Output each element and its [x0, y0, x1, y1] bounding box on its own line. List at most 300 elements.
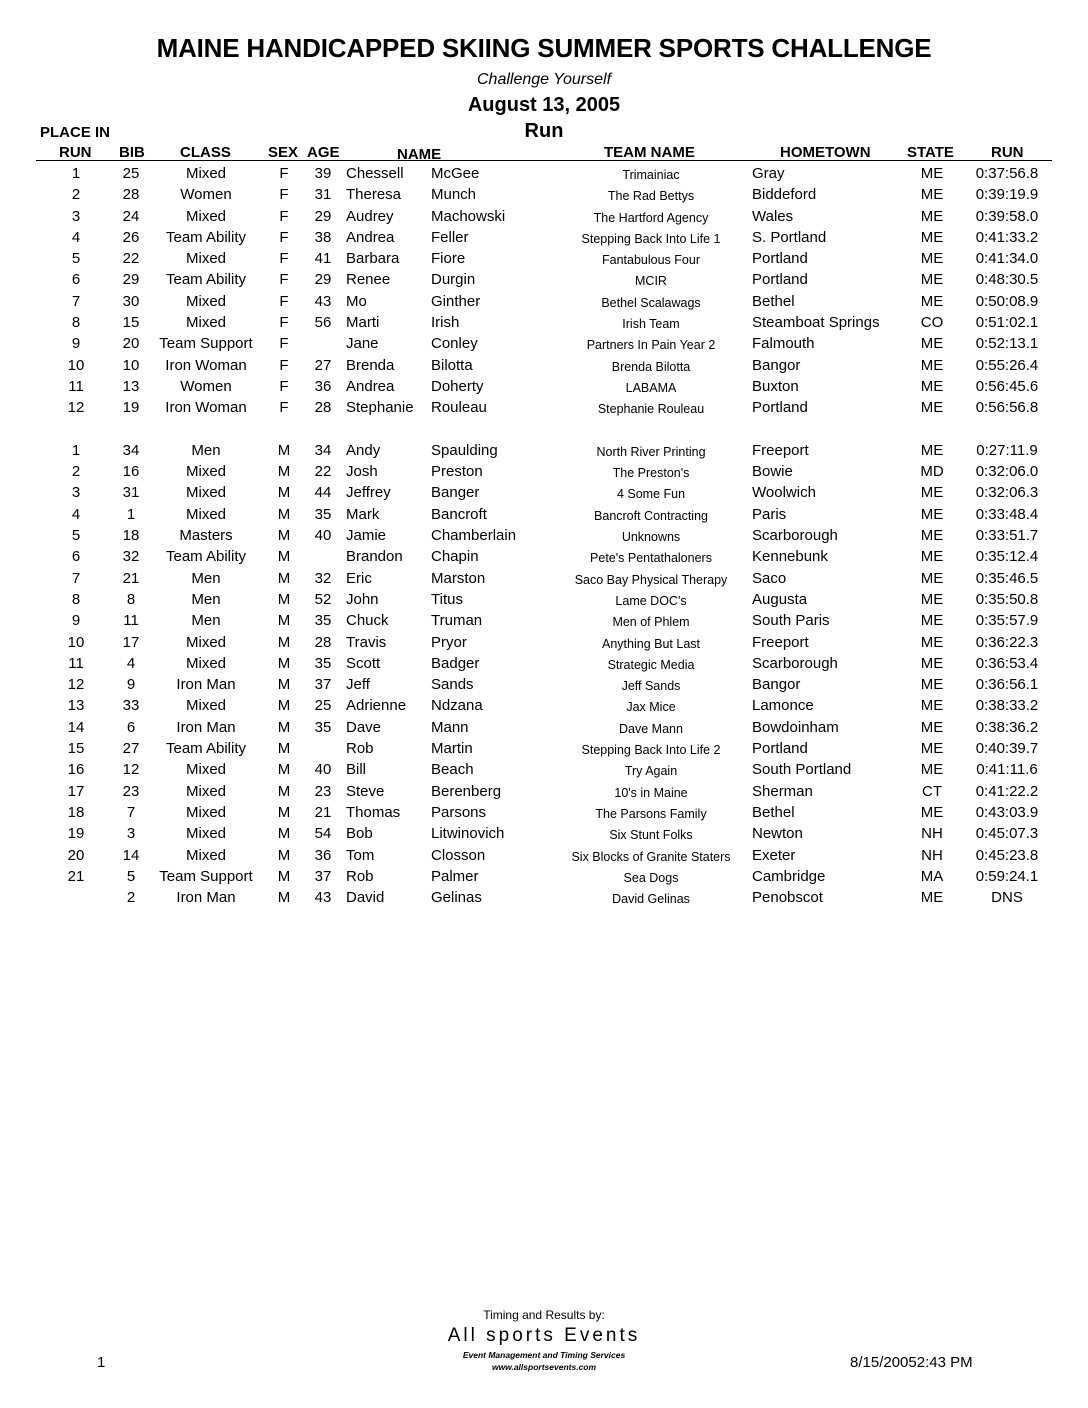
header-team-name: TEAM NAME [604, 144, 695, 161]
table-row [0, 610, 1088, 631]
table-row [0, 184, 1088, 205]
cell-team-name: The Rad Bettys [607, 189, 695, 204]
cell-sex: F [279, 165, 289, 182]
cell-team-name: Sea Dogs [623, 870, 679, 885]
cell-age: 35 [314, 612, 332, 630]
cell-first-name: Renee [346, 271, 391, 289]
header-name: NAME [397, 146, 442, 163]
cell-state: ME [920, 697, 944, 715]
cell-last-name: Badger [431, 654, 480, 672]
cell-last-name: Irish [431, 314, 460, 332]
cell-team-name: 4 Some Fun [616, 487, 686, 502]
cell-place: 9 [71, 335, 81, 353]
cell-hometown: Gray [752, 165, 785, 182]
cell-bib: 14 [122, 846, 140, 864]
cell-first-name: Andy [346, 441, 381, 459]
cell-age: 56 [314, 314, 332, 332]
cell-run-time: 0:36:56.1 [975, 676, 1039, 694]
results-table-body [0, 163, 1088, 908]
cell-bib: 1 [126, 505, 136, 523]
cell-hometown: Scarborough [752, 654, 838, 672]
cell-place: 10 [67, 633, 85, 651]
cell-age: 38 [314, 228, 332, 246]
table-row [0, 653, 1088, 674]
cell-state: ME [920, 250, 944, 268]
cell-hometown: Scarborough [752, 527, 838, 545]
cell-last-name: Preston [431, 463, 483, 481]
cell-bib: 25 [122, 165, 140, 182]
cell-last-name: Rouleau [431, 399, 487, 417]
cell-run-time: 0:56:45.6 [975, 377, 1039, 395]
table-row [0, 866, 1088, 887]
cell-state: ME [920, 207, 944, 225]
cell-hometown: Lamonce [752, 697, 814, 715]
header-age: AGE [307, 144, 340, 161]
cell-sex: M [277, 846, 291, 864]
cell-place: 7 [71, 292, 81, 310]
cell-first-name: Bill [346, 761, 367, 779]
cell-class: Iron Man [176, 889, 236, 907]
cell-sex: M [277, 441, 291, 459]
cell-bib: 18 [122, 527, 140, 545]
cell-bib: 9 [126, 676, 136, 694]
cell-class: Mixed [185, 782, 227, 800]
cell-sex: M [277, 527, 291, 545]
cell-class: Women [180, 377, 232, 395]
cell-team-name: Lame DOC's [615, 593, 687, 608]
cell-hometown: Portland [752, 740, 808, 758]
cell-team-name: Stepping Back Into Life 2 [581, 743, 721, 758]
cell-team-name: Saco Bay Physical Therapy [574, 572, 728, 587]
cell-run-time: 0:38:36.2 [975, 718, 1039, 736]
cell-first-name: Jane [346, 335, 379, 353]
cell-place: 4 [71, 505, 81, 523]
cell-class: Masters [179, 527, 233, 545]
cell-place: 14 [67, 718, 85, 736]
cell-age: 28 [314, 633, 332, 651]
cell-bib: 8 [126, 590, 136, 608]
cell-class: Mixed [185, 633, 227, 651]
cell-place: 1 [71, 165, 81, 182]
cell-team-name: Fantabulous Four [602, 253, 700, 268]
cell-sex: M [277, 718, 291, 736]
cell-place: 11 [68, 654, 84, 672]
cell-sex: F [279, 228, 289, 246]
cell-class: Team Ability [165, 271, 247, 289]
cell-hometown: Wales [752, 207, 794, 225]
cell-state: ME [920, 377, 944, 395]
cell-first-name: Rob [346, 740, 374, 758]
cell-place: 12 [67, 676, 85, 694]
cell-age: 27 [314, 356, 332, 374]
cell-hometown: Bethel [752, 292, 795, 310]
cell-bib: 30 [122, 292, 140, 310]
cell-bib: 4 [126, 654, 136, 672]
cell-age: 40 [314, 527, 332, 545]
cell-hometown: Portland [752, 250, 808, 268]
cell-age: 23 [314, 782, 332, 800]
cell-run-time: 0:33:48.4 [975, 505, 1039, 523]
cell-class: Mixed [185, 825, 227, 843]
cell-class: Mixed [185, 761, 227, 779]
cell-state: ME [920, 718, 944, 736]
cell-class: Mixed [185, 463, 227, 481]
cell-last-name: Martin [431, 740, 473, 758]
cell-team-name: David Gelinas [612, 892, 690, 907]
cell-last-name: Mann [431, 718, 469, 736]
cell-team-name: Trimainiac [622, 168, 680, 182]
cell-sex: M [277, 867, 291, 885]
cell-state: ME [920, 803, 944, 821]
cell-bib: 24 [122, 207, 140, 225]
cell-hometown: Paris [752, 505, 787, 523]
header-run-time: RUN [991, 144, 1024, 161]
cell-sex: F [279, 335, 289, 353]
cell-state: ME [920, 654, 944, 672]
document-title: MAINE HANDICAPPED SKIING SUMMER SPORTS CHALLENGE [156, 33, 932, 63]
cell-state: ME [920, 335, 944, 353]
cell-last-name: Spaulding [431, 441, 498, 459]
table-row [0, 163, 1088, 184]
cell-last-name: Litwinovich [431, 825, 505, 843]
table-row [0, 589, 1088, 610]
cell-bib: 20 [122, 335, 140, 353]
cell-hometown: Bowie [752, 463, 793, 481]
cell-sex: M [277, 548, 291, 566]
cell-age: 31 [314, 186, 332, 204]
cell-run-time: 0:55:26.4 [975, 356, 1039, 374]
cell-first-name: Marti [346, 314, 380, 332]
cell-first-name: Jeff [346, 676, 370, 694]
cell-place: 5 [71, 250, 81, 268]
cell-run-time: 0:32:06.3 [975, 484, 1039, 502]
table-row [0, 781, 1088, 802]
cell-team-name: Stepping Back Into Life 1 [581, 231, 721, 246]
cell-sex: F [279, 186, 289, 204]
cell-hometown: Sherman [752, 782, 813, 800]
cell-bib: 22 [122, 250, 140, 268]
cell-last-name: Doherty [431, 377, 484, 395]
cell-hometown: Freeport [752, 633, 809, 651]
cell-team-name: Partners In Pain Year 2 [586, 338, 716, 353]
cell-place: 3 [71, 484, 81, 502]
cell-hometown: Bangor [752, 356, 801, 374]
cell-state: ME [920, 228, 944, 246]
cell-class: Iron Woman [165, 399, 247, 417]
cell-run-time: 0:39:58.0 [975, 207, 1039, 225]
cell-first-name: Barbara [346, 250, 400, 268]
cell-team-name: Bethel Scalawags [601, 295, 701, 310]
cell-first-name: Jeffrey [346, 484, 391, 502]
cell-place: 15 [67, 740, 85, 758]
cell-age: 41 [314, 250, 332, 268]
cell-place: 19 [67, 825, 85, 843]
cell-last-name: Titus [431, 590, 463, 608]
cell-age: 22 [314, 463, 332, 481]
cell-run-time: 0:45:23.8 [975, 846, 1039, 864]
table-row [0, 482, 1088, 503]
cell-hometown: Bowdoinham [752, 718, 839, 736]
cell-place: 8 [71, 314, 81, 332]
cell-state: ME [920, 527, 944, 545]
header-place: RUN [59, 144, 92, 161]
cell-first-name: Eric [346, 569, 372, 587]
cell-hometown: Falmouth [752, 335, 815, 353]
print-timestamp: 8/15/20052:43 PM [850, 1354, 973, 1371]
table-row [0, 206, 1088, 227]
cell-state: ME [920, 186, 944, 204]
cell-sex: F [279, 292, 289, 310]
header-bib: BIB [119, 144, 145, 161]
table-row [0, 269, 1088, 290]
cell-first-name: Andrea [346, 377, 395, 395]
cell-bib: 34 [122, 441, 140, 459]
cell-age: 35 [314, 718, 332, 736]
cell-sex: M [277, 676, 291, 694]
cell-sex: M [277, 803, 291, 821]
cell-class: Mixed [185, 314, 227, 332]
cell-age: 39 [314, 165, 332, 182]
table-row [0, 461, 1088, 482]
header-divider [36, 160, 1052, 161]
cell-run-time: 0:59:24.1 [975, 867, 1039, 885]
cell-team-name: Men of Phlem [612, 615, 690, 630]
cell-team-name: Six Blocks of Granite Staters [571, 849, 731, 864]
cell-first-name: Scott [346, 654, 381, 672]
cell-hometown: Freeport [752, 441, 809, 459]
cell-place: 7 [71, 569, 81, 587]
cell-sex: F [279, 399, 289, 417]
cell-team-name: The Parsons Family [595, 806, 707, 821]
cell-age: 52 [314, 590, 332, 608]
table-row [0, 546, 1088, 567]
cell-place: 5 [71, 527, 81, 545]
cell-first-name: Theresa [346, 186, 402, 204]
cell-team-name: Jeff Sands [621, 679, 681, 694]
cell-age: 32 [314, 569, 332, 587]
cell-bib: 12 [122, 761, 140, 779]
cell-run-time: 0:50:08.9 [975, 292, 1039, 310]
cell-age: 43 [314, 889, 332, 907]
cell-class: Mixed [185, 207, 227, 225]
table-row [0, 291, 1088, 312]
cell-class: Mixed [185, 803, 227, 821]
cell-bib: 15 [122, 314, 140, 332]
cell-run-time: 0:37:56.8 [975, 165, 1039, 182]
table-row [0, 440, 1088, 461]
cell-hometown: Kennebunk [752, 548, 828, 566]
cell-run-time: 0:36:53.4 [975, 654, 1039, 672]
cell-class: Mixed [185, 505, 227, 523]
cell-class: Team Ability [165, 740, 247, 758]
cell-state: ME [920, 292, 944, 310]
cell-team-name: Irish Team [622, 317, 680, 332]
cell-first-name: Brenda [346, 356, 395, 374]
cell-bib: 33 [122, 697, 140, 715]
table-row [0, 738, 1088, 759]
cell-first-name: Jamie [346, 527, 387, 545]
cell-first-name: Brandon [346, 548, 403, 566]
cell-state: MA [920, 867, 944, 885]
cell-run-time: 0:48:30.5 [975, 271, 1039, 289]
cell-first-name: Adrienne [346, 697, 407, 715]
cell-last-name: Parsons [431, 803, 487, 821]
cell-team-name: LABAMA [625, 380, 677, 395]
cell-team-name: Dave Mann [619, 721, 683, 736]
cell-class: Men [191, 441, 221, 459]
cell-run-time: 0:36:22.3 [975, 633, 1039, 651]
cell-sex: F [279, 250, 289, 268]
table-row [0, 525, 1088, 546]
cell-age: 34 [314, 441, 332, 459]
cell-team-name: Jax Mice [626, 700, 676, 715]
cell-last-name: Marston [431, 569, 486, 587]
cell-run-time: 0:35:12.4 [975, 548, 1039, 566]
cell-state: ME [920, 889, 944, 907]
cell-hometown: Newton [752, 825, 803, 843]
cell-class: Men [191, 612, 221, 630]
cell-run-time: 0:41:11.6 [976, 761, 1038, 779]
cell-run-time: 0:32:06.0 [975, 463, 1039, 481]
cell-run-time: 0:40:39.7 [975, 740, 1039, 758]
cell-team-name: Pete's Pentathaloners [590, 551, 712, 566]
cell-age: 25 [314, 697, 332, 715]
cell-run-time: 0:41:33.2 [975, 228, 1039, 246]
cell-last-name: Beach [431, 761, 474, 779]
cell-team-name: Unknowns [621, 530, 681, 545]
cell-bib: 28 [122, 186, 140, 204]
cell-run-time: 0:35:46.5 [975, 569, 1039, 587]
cell-team-name: The Hartford Agency [593, 210, 709, 225]
cell-last-name: Palmer [431, 867, 479, 885]
cell-bib: 5 [126, 867, 136, 885]
cell-place: 6 [71, 271, 81, 289]
cell-run-time: 0:51:02.1 [975, 314, 1039, 332]
cell-hometown: Augusta [752, 590, 808, 608]
cell-class: Mixed [185, 292, 227, 310]
cell-sex: M [277, 654, 291, 672]
cell-state: ME [920, 356, 944, 374]
cell-last-name: Sands [431, 676, 474, 694]
cell-run-time: 0:35:57.9 [975, 612, 1039, 630]
cell-place: 1 [71, 441, 81, 459]
cell-bib: 26 [122, 228, 140, 246]
cell-hometown: S. Portland [752, 228, 827, 246]
cell-state: ME [920, 399, 944, 417]
page-number: 1 [97, 1354, 106, 1371]
cell-first-name: Steve [346, 782, 385, 800]
cell-bib: 6 [126, 718, 136, 736]
cell-class: Team Ability [165, 548, 247, 566]
cell-age: 36 [314, 377, 332, 395]
table-row [0, 397, 1088, 418]
cell-sex: M [277, 761, 291, 779]
cell-first-name: Andrea [346, 228, 395, 246]
cell-state: ME [920, 761, 944, 779]
table-row [0, 376, 1088, 397]
cell-sex: M [277, 612, 291, 630]
timing-company-logo: All sports Events [447, 1325, 641, 1346]
cell-place: 10 [67, 356, 85, 374]
table-row [0, 333, 1088, 354]
cell-last-name: McGee [431, 165, 480, 182]
cell-first-name: Audrey [346, 207, 394, 225]
cell-hometown: South Paris [752, 612, 830, 630]
cell-state: ME [920, 165, 944, 182]
cell-sex: F [279, 271, 289, 289]
cell-sex: M [277, 740, 291, 758]
cell-hometown: Woolwich [752, 484, 816, 502]
cell-age: 29 [314, 271, 332, 289]
timing-company-tagline: Event Management and Timing Services [462, 1350, 626, 1360]
cell-state: MD [920, 463, 944, 481]
cell-place: 9 [71, 612, 81, 630]
cell-hometown: South Portland [752, 761, 852, 779]
document-subtitle: Challenge Yourself [476, 71, 612, 88]
cell-last-name: Berenberg [431, 782, 502, 800]
table-row [0, 312, 1088, 333]
cell-age: 36 [314, 846, 332, 864]
cell-last-name: Machowski [431, 207, 506, 225]
cell-place: 12 [67, 399, 85, 417]
event-name: Run [524, 120, 564, 142]
cell-last-name: Munch [431, 186, 477, 204]
cell-first-name: Mark [346, 505, 380, 523]
table-row [0, 887, 1088, 908]
cell-first-name: David [346, 889, 385, 907]
cell-run-time: 0:35:50.8 [975, 590, 1039, 608]
cell-team-name: Bancroft Contracting [594, 508, 708, 523]
cell-sex: F [279, 207, 289, 225]
table-row [0, 695, 1088, 716]
cell-team-name: 10's in Maine [614, 785, 688, 800]
cell-class: Team Support [159, 867, 253, 885]
cell-place: 16 [67, 761, 85, 779]
cell-class: Mixed [185, 250, 227, 268]
cell-sex: M [277, 505, 291, 523]
cell-class: Mixed [185, 484, 227, 502]
cell-sex: M [277, 590, 291, 608]
table-row [0, 632, 1088, 653]
cell-last-name: Gelinas [431, 889, 482, 907]
cell-bib: 10 [122, 356, 140, 374]
cell-state: CO [920, 314, 944, 332]
cell-last-name: Closson [431, 846, 486, 864]
table-row [0, 568, 1088, 589]
cell-age: 35 [314, 505, 332, 523]
cell-class: Mixed [185, 697, 227, 715]
cell-hometown: Exeter [752, 846, 796, 864]
cell-sex: M [277, 889, 291, 907]
cell-run-time: 0:33:51.7 [975, 527, 1039, 545]
cell-first-name: Rob [346, 867, 374, 885]
cell-sex: F [279, 356, 289, 374]
section-spacer [0, 419, 1088, 440]
cell-team-name: North River Printing [596, 444, 706, 459]
cell-age: 28 [314, 399, 332, 417]
cell-state: NH [921, 846, 943, 864]
cell-state: ME [920, 271, 944, 289]
cell-place: 11 [68, 377, 84, 395]
cell-bib: 16 [122, 463, 140, 481]
table-row [0, 248, 1088, 269]
cell-last-name: Bancroft [431, 505, 487, 523]
cell-bib: 13 [122, 377, 140, 395]
cell-last-name: Durgin [431, 271, 476, 289]
cell-class: Team Support [159, 335, 253, 353]
header-state: STATE [907, 144, 954, 161]
cell-last-name: Chapin [431, 548, 479, 566]
